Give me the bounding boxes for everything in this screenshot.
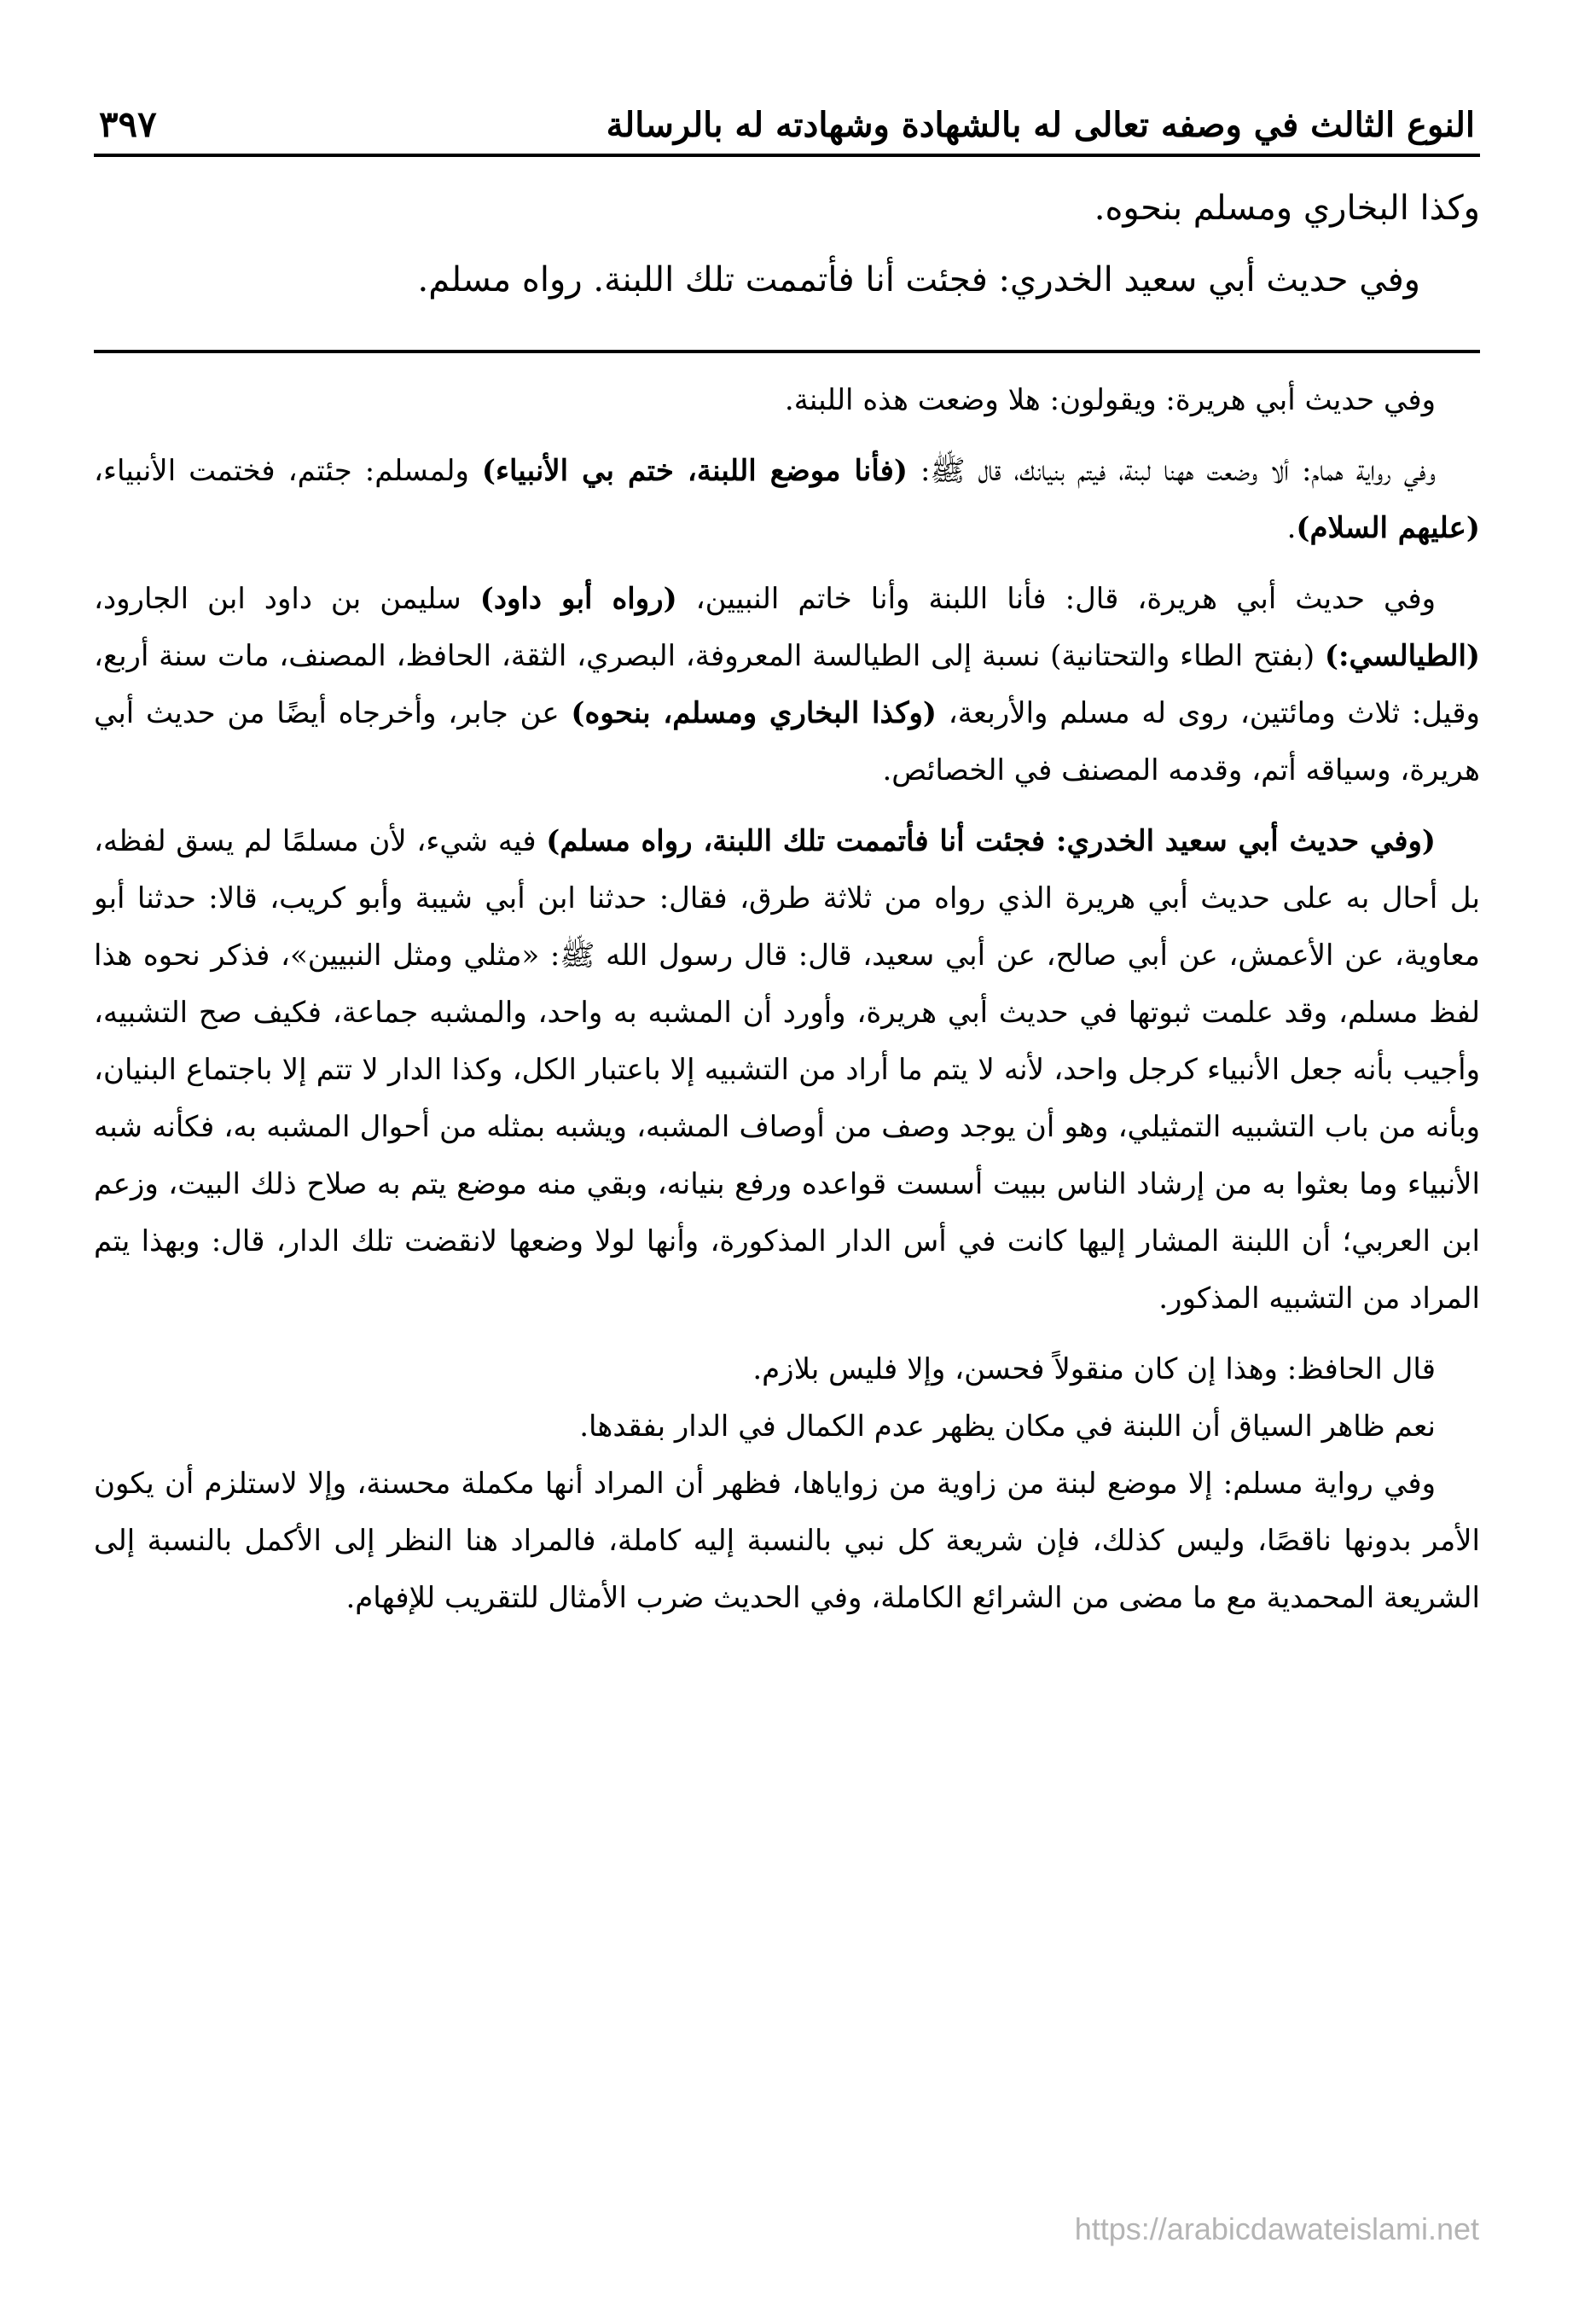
commentary-text: وفي حديث أبي هريرة: ويقولون: هلا وضعت هذه اللبنة. — [784, 383, 1436, 417]
page-header — [94, 81, 1480, 157]
commentary-text: نعم ظاهر السياق أن اللبنة في مكان يظهر عدم الكمال في الدار بفقدها. — [579, 1409, 1436, 1444]
commentary-paragraph — [94, 1341, 1480, 1398]
quoted-text: (عليهم السلام) — [1296, 511, 1480, 545]
quoted-text: (الطيالسي:) — [1324, 639, 1480, 673]
commentary-text: عن جابر، وأخرجاه أيضًا من حديث أبي هريرة، وسياقه أتم، وقدمه المصنف في الخصائص. — [94, 696, 1480, 787]
section-divider — [94, 350, 1480, 353]
commentary — [94, 372, 1480, 1627]
commentary-text: قال الحافظ: وهذا إن كان منقولاً فحسن، وإلا فليس بلازم. — [752, 1352, 1436, 1386]
commentary-text: فيه شيء، لأن مسلمًا لم يسق لفظه، بل أحال به على حديث أبي هريرة الذي رواه من ثلاثة طرق، فقال: حدثنا ابن أبي شيبة وأبو كريب، قالا: حدثنا أبو معاوية، عن الأعمش، عن أبي صالح، عن أبي سعيد، قال: قال رسول الله ﷺ: «مثلي ومثل النبيين»، فذكر نحوه هذا لفظ مسلم، وقد علمت ثبوتها في حديث أبي هريرة، وأورد أن المشبه به واحد، والمشبه جماعة، فكيف صح التشبيه، وأجيب بأنه جعل الأنبياء كرجل واحد، لأنه لا يتم ما أراد من التشبيه إلا باعتبار الكل، وكذا الدار لا تتم إلا باجتماع البنيان، وبأنه من باب التشبيه التمثيلي، وهو أن يوجد وصف من أوصاف المشبه، ويشبه بمثله من أحوال المشبه به، فكأنه شبه الأنبياء وما بعثوا به من إرشاد الناس ببيت أسست قواعده ورفع بنيانه، وبقي منه موضع يتم به صلاح ذلك البيت، وزعم ابن العربي؛ أن اللبنة المشار إليها كانت في أس الدار المذكورة، وأنها لولا وضعها لانقضت تلك الدار، قال: وبهذا يتم المراد من التشبيه المذكور. — [94, 824, 1480, 1316]
commentary-paragraph — [94, 443, 1480, 557]
commentary-paragraph — [94, 571, 1480, 799]
watermark-url: https://arabicdawateislami.net — [1074, 2211, 1479, 2246]
main-text-line: وفي حديث أبي سعيد الخدري: فجئت أنا فأتممت تلك اللبنة. رواه مسلم. — [417, 260, 1420, 299]
quoted-text: (رواه أبو داود) — [479, 582, 677, 616]
commentary-text: ولمسلم: جئتم، فختمت الأنبياء، — [94, 454, 482, 488]
book-page — [94, 81, 1480, 2282]
commentary-text: وفي رواية همام: ألا وضعت ههنا لبنة، فيتم بنيانك، قال ﷺ: — [908, 454, 1436, 488]
commentary-text: . — [1286, 511, 1297, 545]
commentary-paragraph — [94, 813, 1480, 1328]
commentary-text: وفي رواية مسلم: إلا موضع لبنة من زاوية من زواياها، فظهر أن المراد أنها مكملة محسنة، وإلا لاستلزم أن يكون الأمر بدونها ناقصًا، وليس كذلك، فإن شريعة كل نبي بالنسبة إليه كاملة، فالمراد هنا النظر إلى الأكمل بالنسبة إلى الشريعة المحمدية مع ما مضى من الشرائع الكاملة، وفي الحديث ضرب الأمثال للتقريب للإفهام. — [94, 1467, 1480, 1615]
commentary-paragraph — [94, 372, 1480, 429]
main-text — [94, 172, 1480, 316]
commentary-text: (بفتح الطاء والتحتانية) نسبة إلى الطيالسة المعروفة، البصري، الثقة، الحافظ، المصنف، مات سنة أربع، وقيل: ثلاث ومائتين، روى له مسلم والأربعة، — [94, 639, 1480, 730]
running-title: النوع الثالث في وصفه تعالى له بالشهادة وشهادته له بالرسالة — [606, 105, 1475, 145]
quoted-text: (فأنا موضع اللبنة، ختم بي الأنبياء) — [481, 454, 908, 488]
commentary-text: سليمن بن داود ابن الجارود، — [94, 582, 480, 616]
commentary-text: وفي حديث أبي هريرة، قال: فأنا اللبنة وأنا خاتم النبيين، — [676, 582, 1436, 616]
commentary-paragraph — [94, 1398, 1480, 1455]
quoted-text: (وفي حديث أبي سعيد الخدري: فجئت أنا فأتممت تلك اللبنة، رواه مسلم) — [546, 824, 1436, 858]
page-number: ٣٩٧ — [99, 103, 157, 145]
quoted-text: (وكذا البخاري ومسلم، بنحوه) — [571, 696, 937, 730]
main-text-line: وكذا البخاري ومسلم بنحوه. — [1094, 189, 1480, 228]
commentary-paragraph — [94, 1455, 1480, 1627]
